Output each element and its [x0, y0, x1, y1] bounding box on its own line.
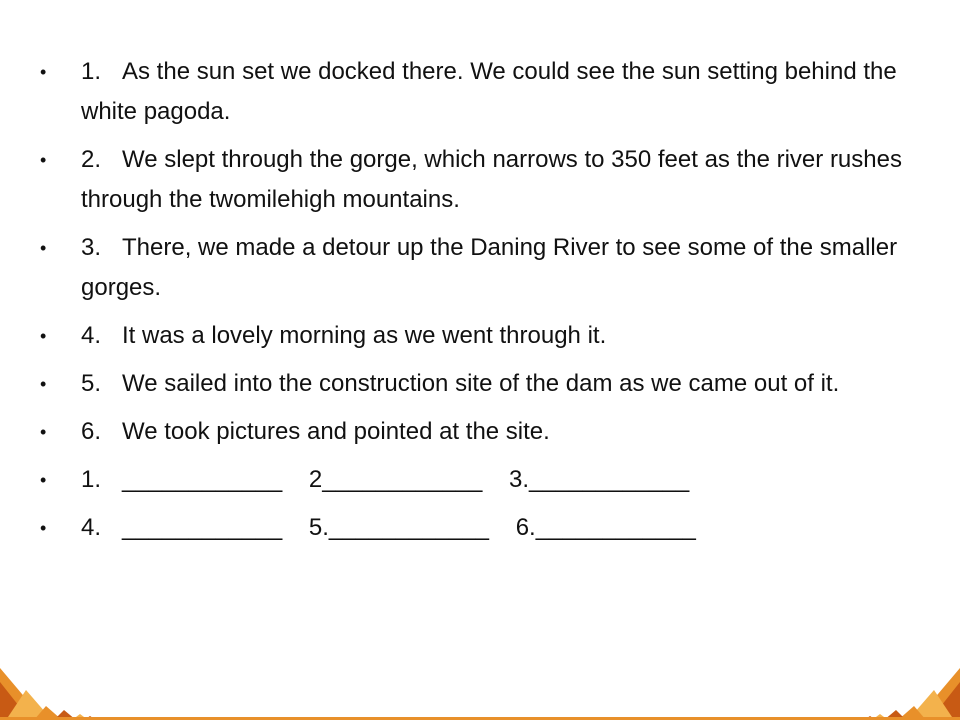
item-number: 1.	[81, 466, 102, 493]
item-number: 6.	[81, 418, 102, 445]
item-text: We sailed into the construction site of the dam as we came out of it.	[122, 370, 840, 397]
list-item	[40, 140, 940, 220]
item-text: It was a lovely morning as we went through it.	[122, 322, 607, 349]
corner-decoration-right-icon	[850, 660, 960, 720]
bullet-icon: •	[40, 422, 47, 442]
bullet-icon: •	[40, 518, 47, 538]
item-text: There, we made a detour up the Daning River to see some of the smaller gorges.	[81, 234, 898, 301]
bullet-icon: •	[40, 374, 47, 394]
answer-blanks[interactable]: ____________ 5.____________ 6.____________	[122, 514, 696, 541]
bullet-icon: •	[40, 238, 47, 258]
sentence-list	[40, 52, 940, 556]
list-item	[40, 412, 940, 452]
bullet-icon: •	[40, 150, 47, 170]
list-item	[40, 228, 940, 308]
corner-decoration-left-icon	[0, 660, 110, 720]
bullet-icon: •	[40, 470, 47, 490]
bullet-icon: •	[40, 62, 47, 82]
item-number: 3.	[81, 234, 102, 261]
bullet-icon: •	[40, 326, 47, 346]
item-text: As the sun set we docked there. We could see the sun setting behind the white pagoda.	[81, 58, 897, 125]
list-item	[40, 316, 940, 356]
item-text: We took pictures and pointed at the site.	[122, 418, 550, 445]
list-item	[40, 364, 940, 404]
answer-blanks[interactable]: ____________ 2____________ 3.____________	[122, 466, 690, 493]
list-item	[40, 52, 940, 132]
item-number: 4.	[81, 322, 102, 349]
item-text: We slept through the gorge, which narrows to 350 feet as the river rushes through the twomilehigh mountains.	[81, 146, 902, 213]
item-number: 1.	[81, 58, 102, 85]
answer-row	[40, 460, 940, 500]
item-number: 5.	[81, 370, 102, 397]
answer-row	[40, 508, 940, 548]
item-number: 2.	[81, 146, 102, 173]
item-number: 4.	[81, 514, 102, 541]
